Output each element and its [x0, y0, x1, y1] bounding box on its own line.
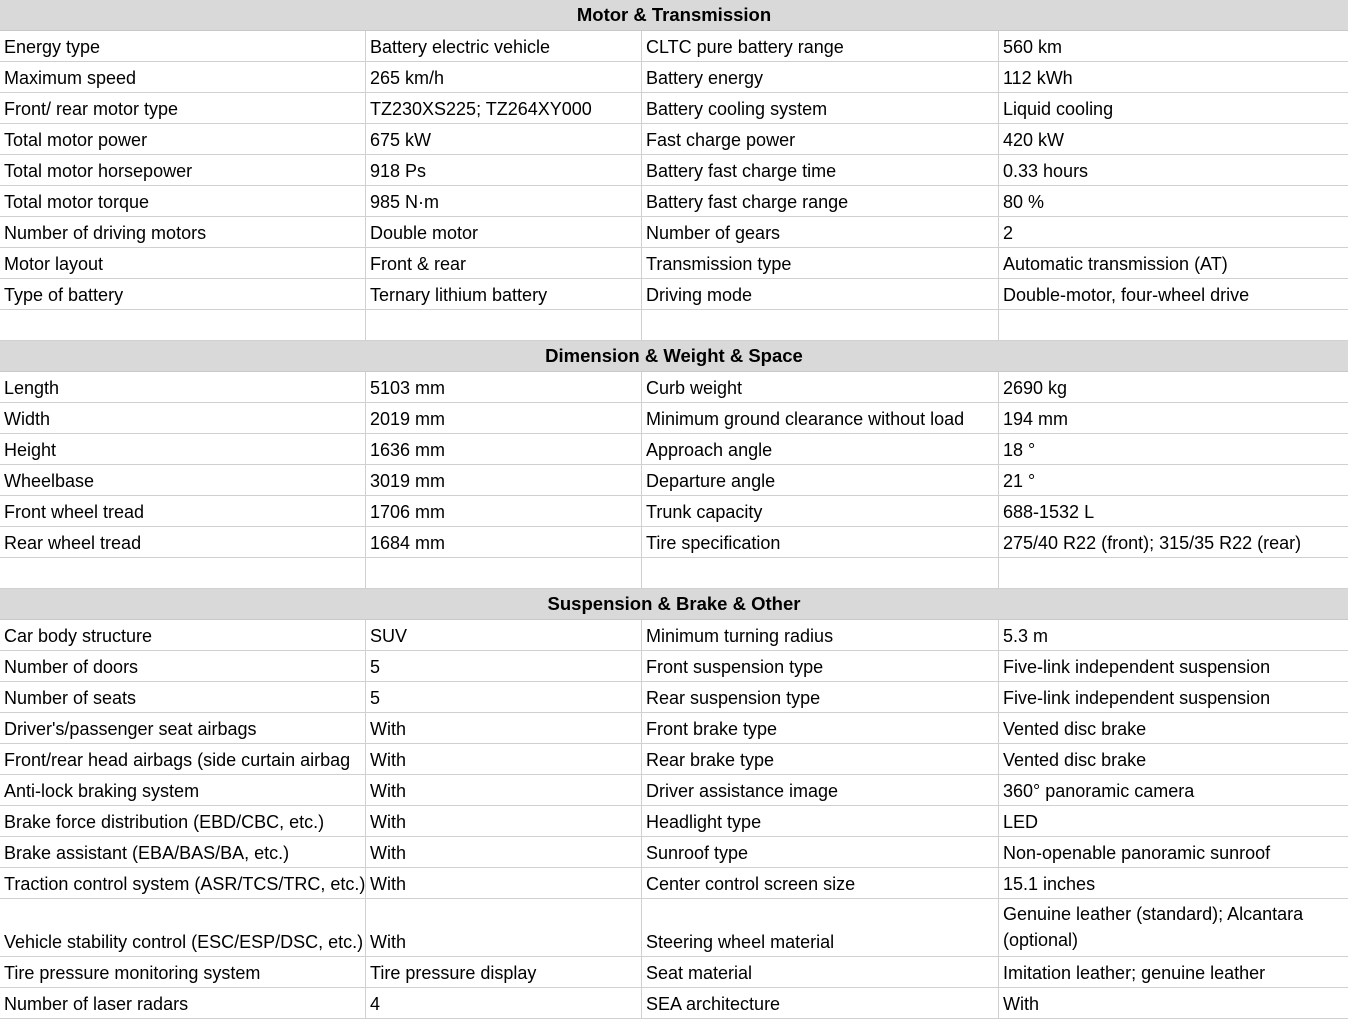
spec-value: 675 kW [366, 124, 642, 155]
spec-value: Tire pressure display [366, 957, 642, 988]
section-header: Dimension & Weight & Space [0, 341, 1348, 372]
spec-label: Battery fast charge time [642, 155, 999, 186]
spec-value: 688-1532 L [999, 496, 1348, 527]
empty-cell [642, 310, 999, 341]
table-row [0, 62, 1348, 93]
spec-label: Energy type [0, 31, 366, 62]
spec-label: Transmission type [642, 248, 999, 279]
spec-label: Approach angle [642, 434, 999, 465]
spec-value: 2690 kg [999, 372, 1348, 403]
spec-label: Total motor torque [0, 186, 366, 217]
spec-value: 18 ° [999, 434, 1348, 465]
spec-label: Type of battery [0, 279, 366, 310]
spec-value: 360° panoramic camera [999, 775, 1348, 806]
spec-label: Length [0, 372, 366, 403]
spec-label: Front brake type [642, 713, 999, 744]
spec-label: Steering wheel material [642, 899, 999, 957]
spec-label: Fast charge power [642, 124, 999, 155]
spec-label: Driver assistance image [642, 775, 999, 806]
spec-label: Brake force distribution (EBD/CBC, etc.) [0, 806, 366, 837]
spec-label: Curb weight [642, 372, 999, 403]
spec-value: 2 [999, 217, 1348, 248]
spec-value: With [366, 775, 642, 806]
empty-cell [366, 558, 642, 589]
spec-label: Front wheel tread [0, 496, 366, 527]
spec-label: Center control screen size [642, 868, 999, 899]
spec-label: Number of seats [0, 682, 366, 713]
spec-value: 3019 mm [366, 465, 642, 496]
spec-value: With [366, 837, 642, 868]
spec-label: Battery cooling system [642, 93, 999, 124]
spec-value: 918 Ps [366, 155, 642, 186]
table-row [0, 713, 1348, 744]
spec-label: Tire specification [642, 527, 999, 558]
spec-value: Five-link independent suspension [999, 682, 1348, 713]
spec-value: 194 mm [999, 403, 1348, 434]
table-row [0, 744, 1348, 775]
spec-value: LED [999, 806, 1348, 837]
spec-value: Front & rear [366, 248, 642, 279]
spec-label: Front/rear head airbags (side curtain airbag [0, 744, 366, 775]
spec-value: 1684 mm [366, 527, 642, 558]
table-row [0, 124, 1348, 155]
spec-value: Non-openable panoramic sunroof [999, 837, 1348, 868]
spec-label: Sunroof type [642, 837, 999, 868]
spec-value: Imitation leather; genuine leather [999, 957, 1348, 988]
spec-value: 112 kWh [999, 62, 1348, 93]
spec-label: Number of gears [642, 217, 999, 248]
table-row [0, 403, 1348, 434]
spec-label: Number of driving motors [0, 217, 366, 248]
spec-value: 4 [366, 988, 642, 1019]
empty-cell [0, 310, 366, 341]
spec-label: CLTC pure battery range [642, 31, 999, 62]
table-row [0, 496, 1348, 527]
spec-label: Motor layout [0, 248, 366, 279]
spec-label: Rear wheel tread [0, 527, 366, 558]
spec-value: With [366, 899, 642, 957]
spec-label: Seat material [642, 957, 999, 988]
spec-value: With [366, 713, 642, 744]
spec-value: 1636 mm [366, 434, 642, 465]
table-row [0, 155, 1348, 186]
table-row [0, 775, 1348, 806]
table-row [0, 620, 1348, 651]
spec-value: Automatic transmission (AT) [999, 248, 1348, 279]
table-row [0, 682, 1348, 713]
spec-label: Brake assistant (EBA/BAS/BA, etc.) [0, 837, 366, 868]
table-row [0, 527, 1348, 558]
table-row [0, 899, 1348, 957]
table-row [0, 837, 1348, 868]
empty-cell [366, 310, 642, 341]
spec-label: Car body structure [0, 620, 366, 651]
spec-label: Minimum ground clearance without load [642, 403, 999, 434]
table-row [0, 988, 1348, 1019]
spec-value: 560 km [999, 31, 1348, 62]
spec-value: 5.3 m [999, 620, 1348, 651]
spec-label: Total motor horsepower [0, 155, 366, 186]
spec-label: Wheelbase [0, 465, 366, 496]
spec-label: Front suspension type [642, 651, 999, 682]
spec-label: Front/ rear motor type [0, 93, 366, 124]
spec-label: Rear brake type [642, 744, 999, 775]
spec-value: With [366, 744, 642, 775]
table-row [0, 93, 1348, 124]
empty-row [0, 310, 1348, 341]
spec-value: With [999, 988, 1348, 1019]
spec-value: 15.1 inches [999, 868, 1348, 899]
section-header: Suspension & Brake & Other [0, 589, 1348, 620]
spec-label: Vehicle stability control (ESC/ESP/DSC, etc.) [0, 899, 366, 957]
spec-value: Double-motor, four-wheel drive [999, 279, 1348, 310]
spec-value: 5 [366, 651, 642, 682]
spec-value: 985 N·m [366, 186, 642, 217]
table-row [0, 248, 1348, 279]
spec-label: Driving mode [642, 279, 999, 310]
spec-label: Driver's/passenger seat airbags [0, 713, 366, 744]
spec-value: Double motor [366, 217, 642, 248]
empty-cell [999, 310, 1348, 341]
spec-value: Vented disc brake [999, 744, 1348, 775]
spec-label: Number of doors [0, 651, 366, 682]
table-row [0, 186, 1348, 217]
table-row [0, 806, 1348, 837]
spec-value: 21 ° [999, 465, 1348, 496]
spec-label: SEA architecture [642, 988, 999, 1019]
spec-value: SUV [366, 620, 642, 651]
table-row [0, 31, 1348, 62]
spec-label: Width [0, 403, 366, 434]
spec-label: Headlight type [642, 806, 999, 837]
spec-value: 5 [366, 682, 642, 713]
empty-row [0, 558, 1348, 589]
table-row [0, 434, 1348, 465]
spec-value: Liquid cooling [999, 93, 1348, 124]
spec-value: 5103 mm [366, 372, 642, 403]
section-header: Motor & Transmission [0, 0, 1348, 31]
spec-label: Minimum turning radius [642, 620, 999, 651]
spec-value: With [366, 806, 642, 837]
spec-label: Trunk capacity [642, 496, 999, 527]
spec-label: Traction control system (ASR/TCS/TRC, etc.) [0, 868, 366, 899]
table-row [0, 957, 1348, 988]
table-row [0, 868, 1348, 899]
spec-label: Anti-lock braking system [0, 775, 366, 806]
empty-cell [0, 558, 366, 589]
spec-value: Vented disc brake [999, 713, 1348, 744]
spec-value: With [366, 868, 642, 899]
spec-value: TZ230XS225; TZ264XY000 [366, 93, 642, 124]
empty-cell [999, 558, 1348, 589]
spec-value: Five-link independent suspension [999, 651, 1348, 682]
spec-value: 275/40 R22 (front); 315/35 R22 (rear) [999, 527, 1348, 558]
spec-label: Total motor power [0, 124, 366, 155]
spec-value: Genuine leather (standard); Alcantara (optional) [999, 899, 1348, 957]
spec-value: 1706 mm [366, 496, 642, 527]
table-row [0, 279, 1348, 310]
spec-value: Ternary lithium battery [366, 279, 642, 310]
spec-label: Rear suspension type [642, 682, 999, 713]
spec-value: 2019 mm [366, 403, 642, 434]
spec-value: 0.33 hours [999, 155, 1348, 186]
table-row [0, 217, 1348, 248]
spec-label: Maximum speed [0, 62, 366, 93]
spec-value: 420 kW [999, 124, 1348, 155]
spec-label: Battery fast charge range [642, 186, 999, 217]
table-row [0, 651, 1348, 682]
spec-value: 265 km/h [366, 62, 642, 93]
table-row [0, 465, 1348, 496]
spec-label: Tire pressure monitoring system [0, 957, 366, 988]
spec-value: 80 % [999, 186, 1348, 217]
table-row [0, 372, 1348, 403]
empty-cell [642, 558, 999, 589]
spec-label: Height [0, 434, 366, 465]
spec-label: Number of laser radars [0, 988, 366, 1019]
spec-label: Departure angle [642, 465, 999, 496]
spec-value: Battery electric vehicle [366, 31, 642, 62]
spec-label: Battery energy [642, 62, 999, 93]
